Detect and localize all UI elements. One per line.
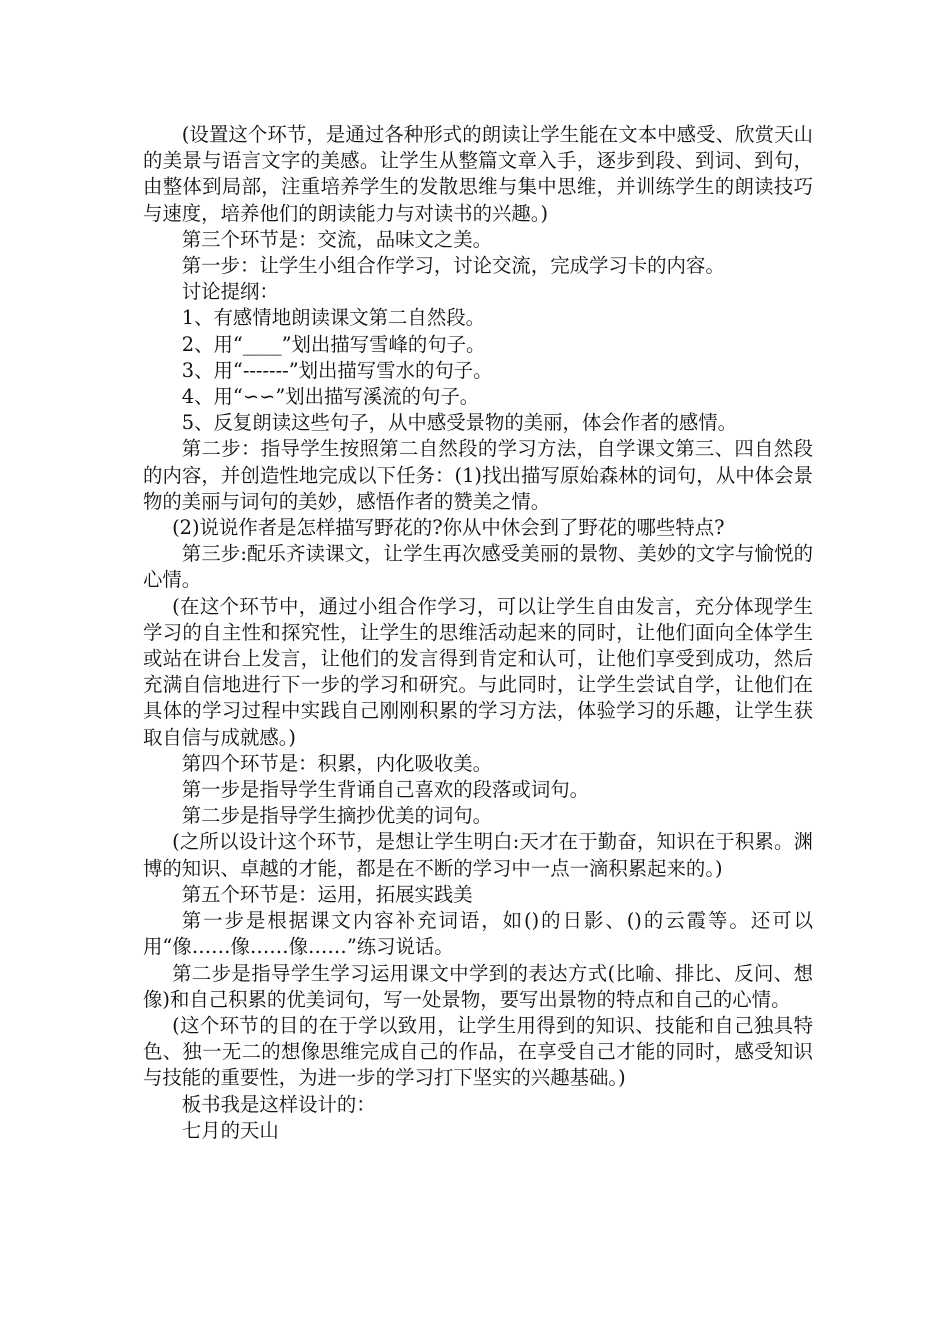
paragraph-accumulate-note: (之所以设计这个环节，是想让学生明白:天才在于勤奋，知识在于积累。渊博的知识、卓越的才能，都是在不断的学习中一点一滴积累起来的。) xyxy=(143,830,813,880)
paragraph-stage-five-step-two: 第二步是指导学生学习运用课文中学到的表达方式(比喻、排比、反问、想像)和自己积累的优美词句，写一处景物，要写出景物的特点和自己的心情。 xyxy=(143,961,813,1011)
paragraph-board-title: 七月的天山 xyxy=(181,1118,279,1142)
paragraph-step-three: 第三步:配乐齐读课文，让学生再次感受美丽的景物、美妙的文字与愉悦的心情。 xyxy=(143,542,813,592)
paragraph-reading-note: (设置这个环节，是通过各种形式的朗读让学生能在文本中感受、欣赏天山的美景与语言文字的美感。让学生从整篇文章入手，逐步到段、到词、到句，由整体到局部，注重培养学生的发散思维与集中思维，并训练学生的朗读技巧与速度，培养他们的朗读能力与对读书的兴趣。) xyxy=(143,123,813,225)
paragraph-board-design: 板书我是这样设计的： xyxy=(181,1092,376,1116)
list-item-3: 3、用“-------”划出描写雪水的句子。 xyxy=(181,358,493,382)
paragraph-stage-three: 第三个环节是：交流，品味文之美。 xyxy=(181,227,493,251)
paragraph-step-two: 第二步：指导学生按照第二自然段的学习方法，自学课文第三、四自然段的内容，并创造性地完成以下任务：(1)找出描写原始森林的词句，从中体会景物的美丽与词句的美妙，感悟作者的赞美之情。 xyxy=(143,437,813,513)
paragraph-stage-four: 第四个环节是：积累，内化吸收美。 xyxy=(181,751,493,775)
paragraph-step-one: 第一步：让学生小组合作学习，讨论交流，完成学习卡的内容。 xyxy=(181,254,725,278)
paragraph-stage-four-step-two: 第二步是指导学生摘抄优美的词句。 xyxy=(181,804,493,828)
list-item-4: 4、用“∽∽”划出描写溪流的句子。 xyxy=(181,385,480,409)
paragraph-task-two: (2)说说作者是怎样描写野花的?你从中休会到了野花的哪些特点? xyxy=(172,516,725,540)
paragraph-outline-heading: 讨论提纲： xyxy=(181,280,279,304)
list-item-1: 1、有感情地朗读课文第二自然段。 xyxy=(181,306,485,330)
document-body xyxy=(143,122,813,1144)
paragraph-apply-note: (这个环节的目的在于学以致用，让学生用得到的知识、技能和自己独具特色、独一无二的想像思维完成自己的作品，在享受自己才能的同时，感受知识与技能的重要性，为进一步的学习打下坚实的兴趣基础。) xyxy=(143,1013,813,1090)
list-item-2: 2、用“____”划出描写雪峰的句子。 xyxy=(181,332,486,356)
paragraph-group-note: (在这个环节中，通过小组合作学习，可以让学生自由发言，充分体现学生学习的自主性和探究性，让学生的思维活动起来的同时，让他们面向全体学生或站在讲台上发言，让他们的发言得到肯定和认可，让他们享受到成功，然后充满自信地进行下一步的学习和研究。与此同时，让学生尝试自学，让他们在具体的学习过程中实践自己刚刚积累的学习方法，体验学习的乐趣，让学生获取自信与成就感。) xyxy=(143,594,813,749)
list-item-5: 5、反复朗读这些句子，从中感受景物的美丽，体会作者的感情。 xyxy=(181,411,738,435)
paragraph-stage-four-step-one: 第一步是指导学生背诵自己喜欢的段落或词句。 xyxy=(181,778,589,802)
paragraph-stage-five-step-one: 第一步是根据课文内容补充词语，如()的日影、()的云霞等。还可以用“像……像……像……”练习说话。 xyxy=(143,909,813,959)
paragraph-stage-five: 第五个环节是：运用，拓展实践美 xyxy=(181,882,473,906)
